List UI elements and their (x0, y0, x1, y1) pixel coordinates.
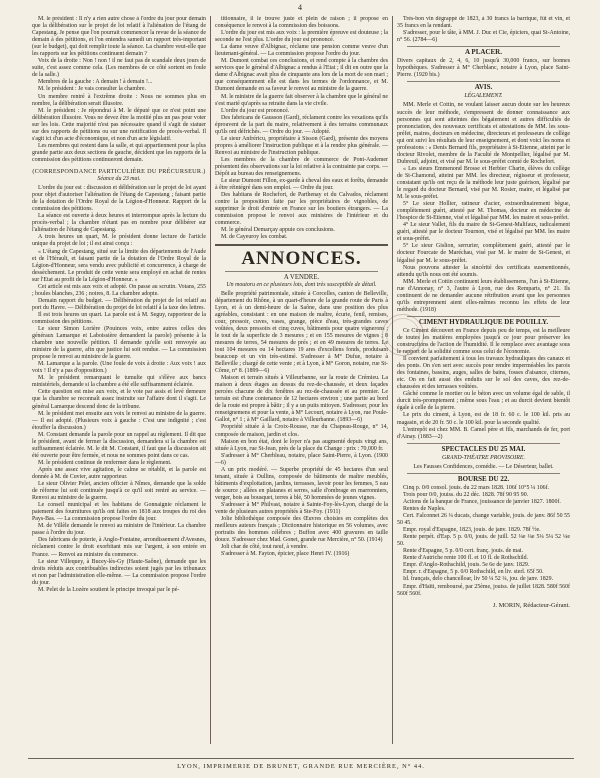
paragraph: Le conseil municipal et les habitans de Gonnaignie réclament le paiement des fournitures qu'ils ont faites en 1818 aux troupes du roi des Pays-Bas. — La commission propose l'ordre du jour. (32, 502, 206, 523)
paragraph: Des fabricans de poterie, à Anglo-Fontaine, arrondissement d'Avesnes, réclament contre le droit exorbitant mis sur l'argent, à son entrée en France. — Renvoi au ministre du commerce. (32, 537, 206, 558)
paragraph: L'ordre du jour est prononcé. (221, 107, 290, 114)
paragraph: M. le président met ensuite aux voix le renvoi au ministre de la guerre. — Il est adopté. (Plusieurs voix à gauche : C'est une indignité ; c'est étouffer la discussion.) (32, 410, 206, 431)
paragraph: Le sieur Anfréricu, propriétaire à Sisson (Gard), présente des moyens propres à améliorer l'instruction publique et à la rendre plus générale. — Renvoi au ministre de l'instruction publique. (215, 135, 388, 156)
col3-avis (397, 102, 570, 313)
paragraph: M. le général Demarçay appuie ces conclusions. (221, 227, 335, 234)
paragraph: « L'étang de Capestang, situé sur la limite des départements de l'Aude et de l'Hérault, et faisant partie de la dotation de l'Ordre Royal de la Légion-d'Honneur, sera vendu avec publicité et concurrence, à charge de dessèchement. Le produit de cette vente sera employé en achat de rentes sur l'Etat au profit de la Légion-d'Honneur. » (32, 248, 206, 283)
paragraph: M. le président : Je répondrai à M. le député que ce n'est point une délibération illusoire. Vous ne devez être la moitié plus un pas pour voter sur les lois. Cette majorité n'est pas nécessaire quand il s'agit de statuer sur des rapports de pétitions ou sur une notification de procès-verbal. Il s'agit ici d'un acte d'économique, et non d'un acte législatif. (32, 107, 206, 142)
paragraph: Le sieur Dumont Fillon, ex-garde à cheval des eaux et forêts, demande à être réintégré dans son emploi. — Ordre du jour. (215, 178, 388, 192)
spectacles-subheading: GRAND-THÉATRE PROVISOIRE. (442, 454, 525, 461)
correspondence-title: (CORRESPONDANCE PARTICULIÈRE DU PRÉCURSEUR.) (32, 167, 206, 175)
col3-intro (397, 16, 570, 44)
bourse-heading: BOURSE DU 22. (457, 474, 510, 483)
divider (407, 443, 560, 444)
paragraph: Rente perpét. d'Esp. 5 p. 0/0, jouis. de juill. 52 ¼e ¼e 5¼ 5¼ 52 ¼e 50. (397, 534, 570, 548)
paragraph: Cet article est mis aux voix et adopté. On passe au scrutin. Votans, 255 ; boules blanches, 236 ; noires, 8. La chambre adopte. (32, 283, 206, 297)
paragraph: Le prix du ciment, à Lyon, est de 18 fr. 60 c. le 100 kil. pris au magasin, et de 20 fr. 50 c. le 100 kil. pour la seconde qualité. (397, 412, 570, 426)
paragraph: M. le président : Il n'y a rien autre chose à l'ordre du jour pour demain que la délibération sur le projet de loi relatif à l'aliénation de l'étang de Capestang. Je pense que l'on pourrait commencer la revue de la séance de demain à des pétitions, et l'on entendra samedi un rapport très-important (sur le budget), qui doit remplir toute la séance. La chambre veut-elle que les rapports sur les pétitions continuent demain ? (32, 16, 206, 58)
paragraph: Cert. Falconnet 26 ¼ ducats, change variable, jouis. de janv. 86f 50 55 50 45. (397, 513, 570, 527)
paragraph: M. le président continue de renfermer dans le règlement. (38, 459, 172, 466)
paragraph: Gâché comme le mortier ou le béton avec un volume égal de sable, il durcit très-promptement ; même sous l'eau ; et au durcit devient bientôt égale à celle de la pierre. (397, 391, 570, 412)
divider (407, 316, 560, 317)
paragraph: MM. Merle et Cottin, ne voulant laisser aucun doute sur les heureux succès de leur méthode, s'empressent de donner connaissance aux personnes qui sont atteintes des bégaiement et autres difficultés de prononciation, des nouveaux certificats et attestations de MM. les sous-préfet, maires, docteurs en médecine, directeurs et professeurs de collège qui ont suivi les résultats de leur enseignement, et dont voici les noms et professions : « Denis Bernard fils, propriétaire à St-Etienne, atteint par le docteur Rivolet, membre de la Faculté de Montpellier, légalisé par M. Dubreuil, adjoint, et visé par M. le sous-préfet comté de Rochefort. (397, 102, 570, 165)
paragraph: M. le président : Je vais consulter la chambre. (38, 86, 146, 93)
paragraph: Les membres de la chambre de commerce de Pont-Audemer présentent des observations sur la loi relative à la contrainte par corps. — Dépôt au bureau des renseignemens. (215, 156, 388, 178)
paragraph: Ce Ciment découvert en France depuis peu de temps, est la meilleure de toutes les matières employées jusqu'à ce jour pour préserver les constructions de l'action de l'humidité. Il le remplace avec avantage sous le rapport de la solidité comme sous celui de l'économie. (397, 327, 570, 356)
paragraph: Id. français, delo chancelloar, liv 50 ¼ 52 ¼, jou. de janv. 1829. (403, 576, 554, 583)
paragraph: S'adresser à M. Fayton, épicier, place Henri IV. (1916) (221, 551, 350, 558)
editor-signature: J. MORIN, Rédacteur-Gérant. (492, 601, 570, 609)
page-number: 4 (298, 3, 302, 12)
paragraph: Des habitans de Rochefort, de Parthenay et du Calvados, réclament contre la proposition faite par les propriétaires de vignobles, de supprimer le droit d'entrée en France sur les boutiers étrangers. — La commission propose le renvoi aux ministres de l'intérieur et du commerce. (215, 192, 388, 227)
col3-bourse (397, 485, 570, 598)
columns (28, 16, 574, 744)
paragraph: Le sieur Simon Lorière (Pouinces voix, entre autres celles des généraux Lamarque et Laboissière demandent la parole) présente à la chambre une nouvelle pétition. Il demande qu'elle soit renvoyée au ministre de la guerre, afin que justice lui soit rendue. — La commission propose le renvoi au ministre de la guerre. (32, 326, 206, 361)
paragraph: Empr. d'Anglo-Rothschild, jouis. 5e 6e de janv. 1829. (403, 562, 530, 569)
paragraph: M. le président remarquant le tumulte qui s'élève aux bancs ministériels, demande si la chambre a été elle suffisamment éclairée. (32, 375, 206, 389)
session-date: Séance du 23 mai. (97, 176, 141, 183)
divider (407, 46, 560, 47)
paragraph: A un prix modéré. — Superbe propriété de 45 hectares d'un seul tenant, située à Oullins, composée de bâtiments de maître meublés, bâtiments d'exploitation, jardins, terrasses, lavoir pour les femmes, 5 eau de source ; allées en platanes et serres, salle d'ombrage en marronniers, verger, bois au bousquet, terres à blé, 50 hommées de jeunes vignes. (215, 466, 388, 501)
paragraph: S'adresser, pour le tâte, à MM. J. Duc et Cie, épiciers, quai St-Antoine, n° 56. (2784—6) (397, 30, 570, 44)
paragraph: Rente d'Autriche rente 100 fl. et 10 fl. de Rothschild. (403, 555, 529, 562)
ciment-heading: CIMENT HYDRAULIQUE DE POUILLY. (418, 317, 549, 326)
annonces-heading: ANNONCES. (241, 247, 362, 269)
paragraph: La dame veuve d'Albignac, réclame une pension comme veuve d'un lieutenant-général. — La commission propose l'ordre du jour. (215, 44, 388, 58)
paragraph: M. le ministre de la guerre fait observer à la chambre que le général ne s'est marié qu'après sa retraite dans la vie civile. (215, 93, 388, 107)
a-placer-text: Divers capitaux de 2, 4, 6, 10 jusqu'à 30,000 francs, sur bonnes hypothèques. S'adresser à M° Cherblanc, notaire à Lyon, place Saint-Pierre. (1920 bis.) (397, 58, 570, 79)
paragraph: Rentes de Naples. (403, 506, 446, 512)
col1-correspondence (32, 185, 206, 594)
paragraph: Maison et terrain situés à Villeurbanne, sur la route de Crémieu. La maison à deux étages au dessus du rez-de-chaussée, et deux façades percées chacune de dix fenêtres au rez-de-chaussée et au premier. Le terrain est d'une contenance de 12 hectares environ ; une partie au bord de la route est propre à bâtir ; il y a un puits mitoyen. S'adresser, pour les renseignemens et pour la vente, à M° Lecourt, notaire à Lyon, rue Poule-Gallot, n° 1 ; à M° Gaillard, notaire à Villeurbanne. (1893—6) (215, 375, 388, 424)
divider (225, 271, 378, 272)
paragraph: Trois pour 0/0, jouiss. du 22 déc. 1828. 78f 90 95 90. (403, 491, 529, 498)
paragraph: Après une assez vive agitation, le calme se rétablit, et la parole est donnée à M. de Cuvier, autre rapporteur. (32, 466, 206, 480)
spectacles-heading: SPECTACLES DU 25 MAI. (441, 444, 526, 453)
paragraph: S'adresser à M° Philvast, notaire à Sainte-Foy-lès-Lyon, chargé de la vente de plusieurs autres propriétés à Ste-Foy. (1911) (215, 502, 388, 516)
paragraph: Cinq p. 0/0 consol. jouis. du 22 mars 1828. 106f 10°5 ¼ 106f. (403, 484, 550, 491)
col3-ciment (397, 328, 570, 441)
paragraph: Voix de la droite : Non ! non ! il ne faut pas de scandale deux jours de suite, c'est assez comme cela. (Les membres de ce côté sortent en foule de la salle.) (32, 58, 206, 79)
paragraph: Il est trois heures un quart. La parole est à M. Seguy, rapporteur de la commission des pétitions. (32, 311, 206, 325)
paragraph: Demain rapport du budget. — Délibération du projet de loi relatif au port du Havre. — Délibération du projet de loi relatif à la taxe des lettres. (32, 297, 206, 311)
avis-heading: AVIS. (474, 83, 493, 92)
divider (215, 244, 388, 246)
paragraph: Un membre rentré à l'extrême droite : Nous ne sommes plus en nombre, la délibération serait illusoire. (32, 93, 206, 107)
paragraph: Nous pouvons attester la sincérité des certificats susmentionnés, attendu qu'ils nous ont été soumis. (397, 264, 570, 278)
a-vendre-note: Un moutoru en ce plusieurs lots, dont très susceptible de détail. (226, 281, 377, 288)
paragraph: Des fabricans de Gausson (Gard), réclament contre les vexations qu'ils éprouvent de la part du maire, relativement à des terrains communaux qu'ils ont défrichés. — Ordre du jour. — Adopté. (215, 114, 388, 135)
divider (407, 473, 560, 474)
paragraph: M. de Villèle demande le renvoi au ministre de l'intérieur. La chambre passe à l'ordre du jour. (32, 523, 206, 537)
paragraph: Maison en bon état, dont le loyer n'a pas augmenté depuis vingt ans, située à Lyon, rue St-Jean, près de la place du Change : prix : 70,000 fr. (215, 438, 388, 452)
paragraph: MM. Merle et Cottin continuent leurs établissemens, l'un à St-Etienne, rue d'Annonay, n° 3, l'autre à Lyon, rue des Remparts, n° 21. Ils continuent de ne demander aucune rétribution avant que les personnes qu'ils entreprennent aient elles-mêmes reconnu les effets de leur méthode. (1918) (397, 278, 570, 313)
paragraph: Cette question est mise aux voix, et le vote par assis et levé demeure que la chambre se reconnaît assez instruite sur l'affaire dont il s'agit. Le général Lamarque descend donc de la tribune. (32, 389, 206, 410)
paragraph: L'ordre du jour est mis aux voix : la première épreuve est douteuse ; la seconde ne l'est plus. L'ordre du jour est prononcé. (215, 30, 388, 44)
paragraph: A trois heures un quart, M. le président donne lecture de l'article unique du projet de loi ; il est ainsi conçu : (32, 234, 206, 248)
column-1 (28, 16, 210, 744)
library-stamp-inner (386, 318, 420, 352)
paragraph: Actions de la banque de France, jouissance de janvier 1827. 1800f. (403, 498, 561, 505)
paragraph: Très-bon vin dégrappé de 1823, à 30 francs la barrique, fût et vin, et 35 francs en la rendant. (397, 16, 570, 30)
paragraph: M. Constant demande la parole pour un rappel au règlement. Il dit que le président, avant de fermer la discussion, demandera si la chambre est suffisamment éclairée. M. le dit M. Constant, il faut que la discussion ait été ouverte pour être fermée, et nous ne sommes point dans ce cas. (32, 431, 206, 459)
spectacles-text: Les Fausses Confidences, comédie. — Le Déserteur, ballet. (413, 463, 554, 470)
paragraph: Le sieur Olivier Pelet, ancien officier à Nîmes, demande que la solde de réforme lui soit continuée jusqu'à ce qu'il soit rentré au service. — Renvoi au ministre de la guerre. (32, 481, 206, 502)
paragraph: 5° Le sieur Hollier, ratineur d'acier, extraordinairement bègue, complètement guéri, attesté par M. Thomas, docteur en médecine de l'hospice de St-Etienne, visé et légalisé par MM. les maire et sous-préfet. (397, 201, 570, 222)
paragraph: Rente d'Espagne, 5 p. 0/0 cert. franç. jouis. de mai. (403, 548, 523, 555)
paragraph: Joli char de côté, tout neuf, à vendre. (221, 544, 309, 551)
paragraph: Jolie bibliothèque composée des Œuvres choisies en complètes des meilleurs auteurs français ; Dictionnaire historique en 56 volumes, avec portraits des hommes célèbres ; Buffon avec 400 gravures en taille douce. S'adresser chez Mad. Gonet, grande rue Mercière, n° 50. (1914) (215, 516, 388, 544)
paragraph: titionnaire, il le trouve juste et plein de raison ; il propose en conséquence le renvoi à la commission des boissons. (215, 16, 388, 30)
paragraph: M. de Cayeuroy les combat. (221, 234, 288, 241)
paragraph: Membres de la gauche : A demain ! à demain !... (38, 79, 153, 86)
paragraph: S'adresser à M° Cherbleau, notaire, place Saint-Pierre, à Lyon. (1900—6) (215, 452, 388, 466)
col1-intro (32, 16, 206, 164)
paragraph: Propriété située à la Croix-Rousse, rue du Chapeau-Rouge, n° 14, composée de maison, jardin et clos. (215, 424, 388, 438)
col2-ads (215, 291, 388, 559)
a-vendre-heading: A VENDRE. (283, 273, 320, 281)
paragraph: Il convient parfaitement à tous les travaux hydrauliques des canaux et des ponts. On s'en sert avec succès pour rendre imperméables les parois des fontaines, bassins, auges, salles de bains, fosses d'aisance, citernes, etc. On en fait aussi des enduits sur le sol des caves, des rez-de-chaussées et des terrasses voûtées. (397, 356, 570, 391)
column-3 (392, 16, 574, 744)
a-placer-heading: A PLACER. (465, 48, 502, 57)
paragraph: Belle propriété patrimoniale, située à Corcelles, canton de Belleville, département du Rhône, à un quart-d'heure de la grande route de Paris à Lyon, et à un demi-heure de la Saône, dans une position des plus agréables, consistant : en une maison de maître, écurie, fenil, remises, cour, pressoir, cuves, vases, grange, pièce d'eau, très-grandes caves voûtées, deux pressoirs et cinq cuves, bâtiments pour quatre vignerons ; le tout de la superficie de 3 mesures ; et en 155 mesures de vignes ; 8 mesures de terres, 54 mesures de prés ; et en 49 mesures de terres. Le tout 104 mesures ou 14 hectares 19 ares d'excellens fonds, produisant beaucoup et un vin très-estimé. S'adresser à M° Dufue, notaire à Belleville ; chargé de cette vente ; et à Lyon, à M° Goron, notaire, rue St-Côme, n° 8. (1899—6) (215, 290, 388, 375)
divider (407, 81, 560, 82)
paragraph: La séance est ouverte à deux heures et interrompue après la lecture du procès-verbal ; la chambre n'étant pas en nombre pour délibérer sur l'aliénation de l'étang de Capestang. (32, 213, 206, 234)
paragraph: « Les sieurs Emmenond Brosse et Herbier Charin, élèves du collège de St-Chamond, atteint par MM. les directeur, régisseur et professeur, constatant qu'ils ont reçu de la méthode leur juste guérison, légalisé par le regard du docteur Bernard, visé par M. Rosier, maire, et légalisé par M. le sous-préfet. (397, 165, 570, 201)
paragraph: L'entrepôt est chez MM. B. Camel père et fils, marchands de fer, port d'Ainay. (1883—2) (397, 426, 570, 440)
paragraph: Empr. r. d'Espagne, 5 p. 0/0 Rothschild, en liv. sterl. 65f 50. (403, 569, 544, 576)
avis-subheading: LÉGALEMENT. (464, 93, 503, 100)
paragraph: Empr. royal d'Espagne, 1823, jouis. de janv. 1829. 78f ½e. (403, 527, 541, 534)
paragraph: L'ordre du jour est : discussion et délibération sur le projet de loi ayant pour objet d'autoriser l'aliénation de l'étang de Capestang ; faisant partie de la dotation de l'Ordre Royal de la Légion-d'Honneur. Rapport de la commission des pétitions. (32, 185, 206, 213)
paragraph: M. Dumont combat ces conclusions, et rend compte à la chambre des services que le général d'Albignac a rendus à l'Etat ; il dit en outre que la dame d'Albignac avait plus de cinquante ans lors de la mort de son mari ; que conséquemment elle est dans les termes de l'ordonnance, et M. Dumont demande en sa faveur le renvoi au ministre de la guerre. (215, 58, 388, 93)
printer-footer: LYON, IMPRIMERIE DE BRUNET, GRANDE RUE MERCIÈRE, N° 44. (28, 758, 574, 770)
paragraph: M. Lamarque a la parole. (Une foule de voix à droite : Aux voix ! aux voix ! Il n'y a pas d'opposition.) (32, 361, 206, 375)
col2-intro (215, 16, 388, 242)
paragraph: 4° Le sieur Vallet, fils du maire de St-Genest-Malifaux, radicalement guéri, attesté par le docteur Tournon, visé et légalisé par MM. les maire et sous-préfet. (397, 222, 570, 243)
column-2 (210, 16, 392, 744)
paragraph: 5° Le sieur Gislion, serrurier, complètement guéri, attesté par le docteur Fourcate de Maréchau, visé par M. le maire de St-Genest, et légalisé par M. le sous-préfet. (397, 243, 570, 264)
paragraph: Le sieur Villequey, à Bucey-lès-Gy (Haute-Saône), demande que les droits réduits aux contribuables indirectes soient jugés par les tribunaux et non par l'administration elle-même. — La commission propose l'ordre du jour. (32, 558, 206, 586)
paragraph: M. Pelet de la Lozère soutient le principe invoqué par le pé- (38, 586, 180, 593)
paragraph: Les membres qui restent dans la salle, et qui appartiennent pour la plus grande partie aux deux sections de gauche, décident que les rapports de la commission des pétitions continueront demain. (32, 142, 206, 163)
paragraph: Empr. d'Haïti, remboursé, par 25ème, jouiss. de juillet 1828. 580f 560f 560f 560f. (397, 583, 570, 597)
